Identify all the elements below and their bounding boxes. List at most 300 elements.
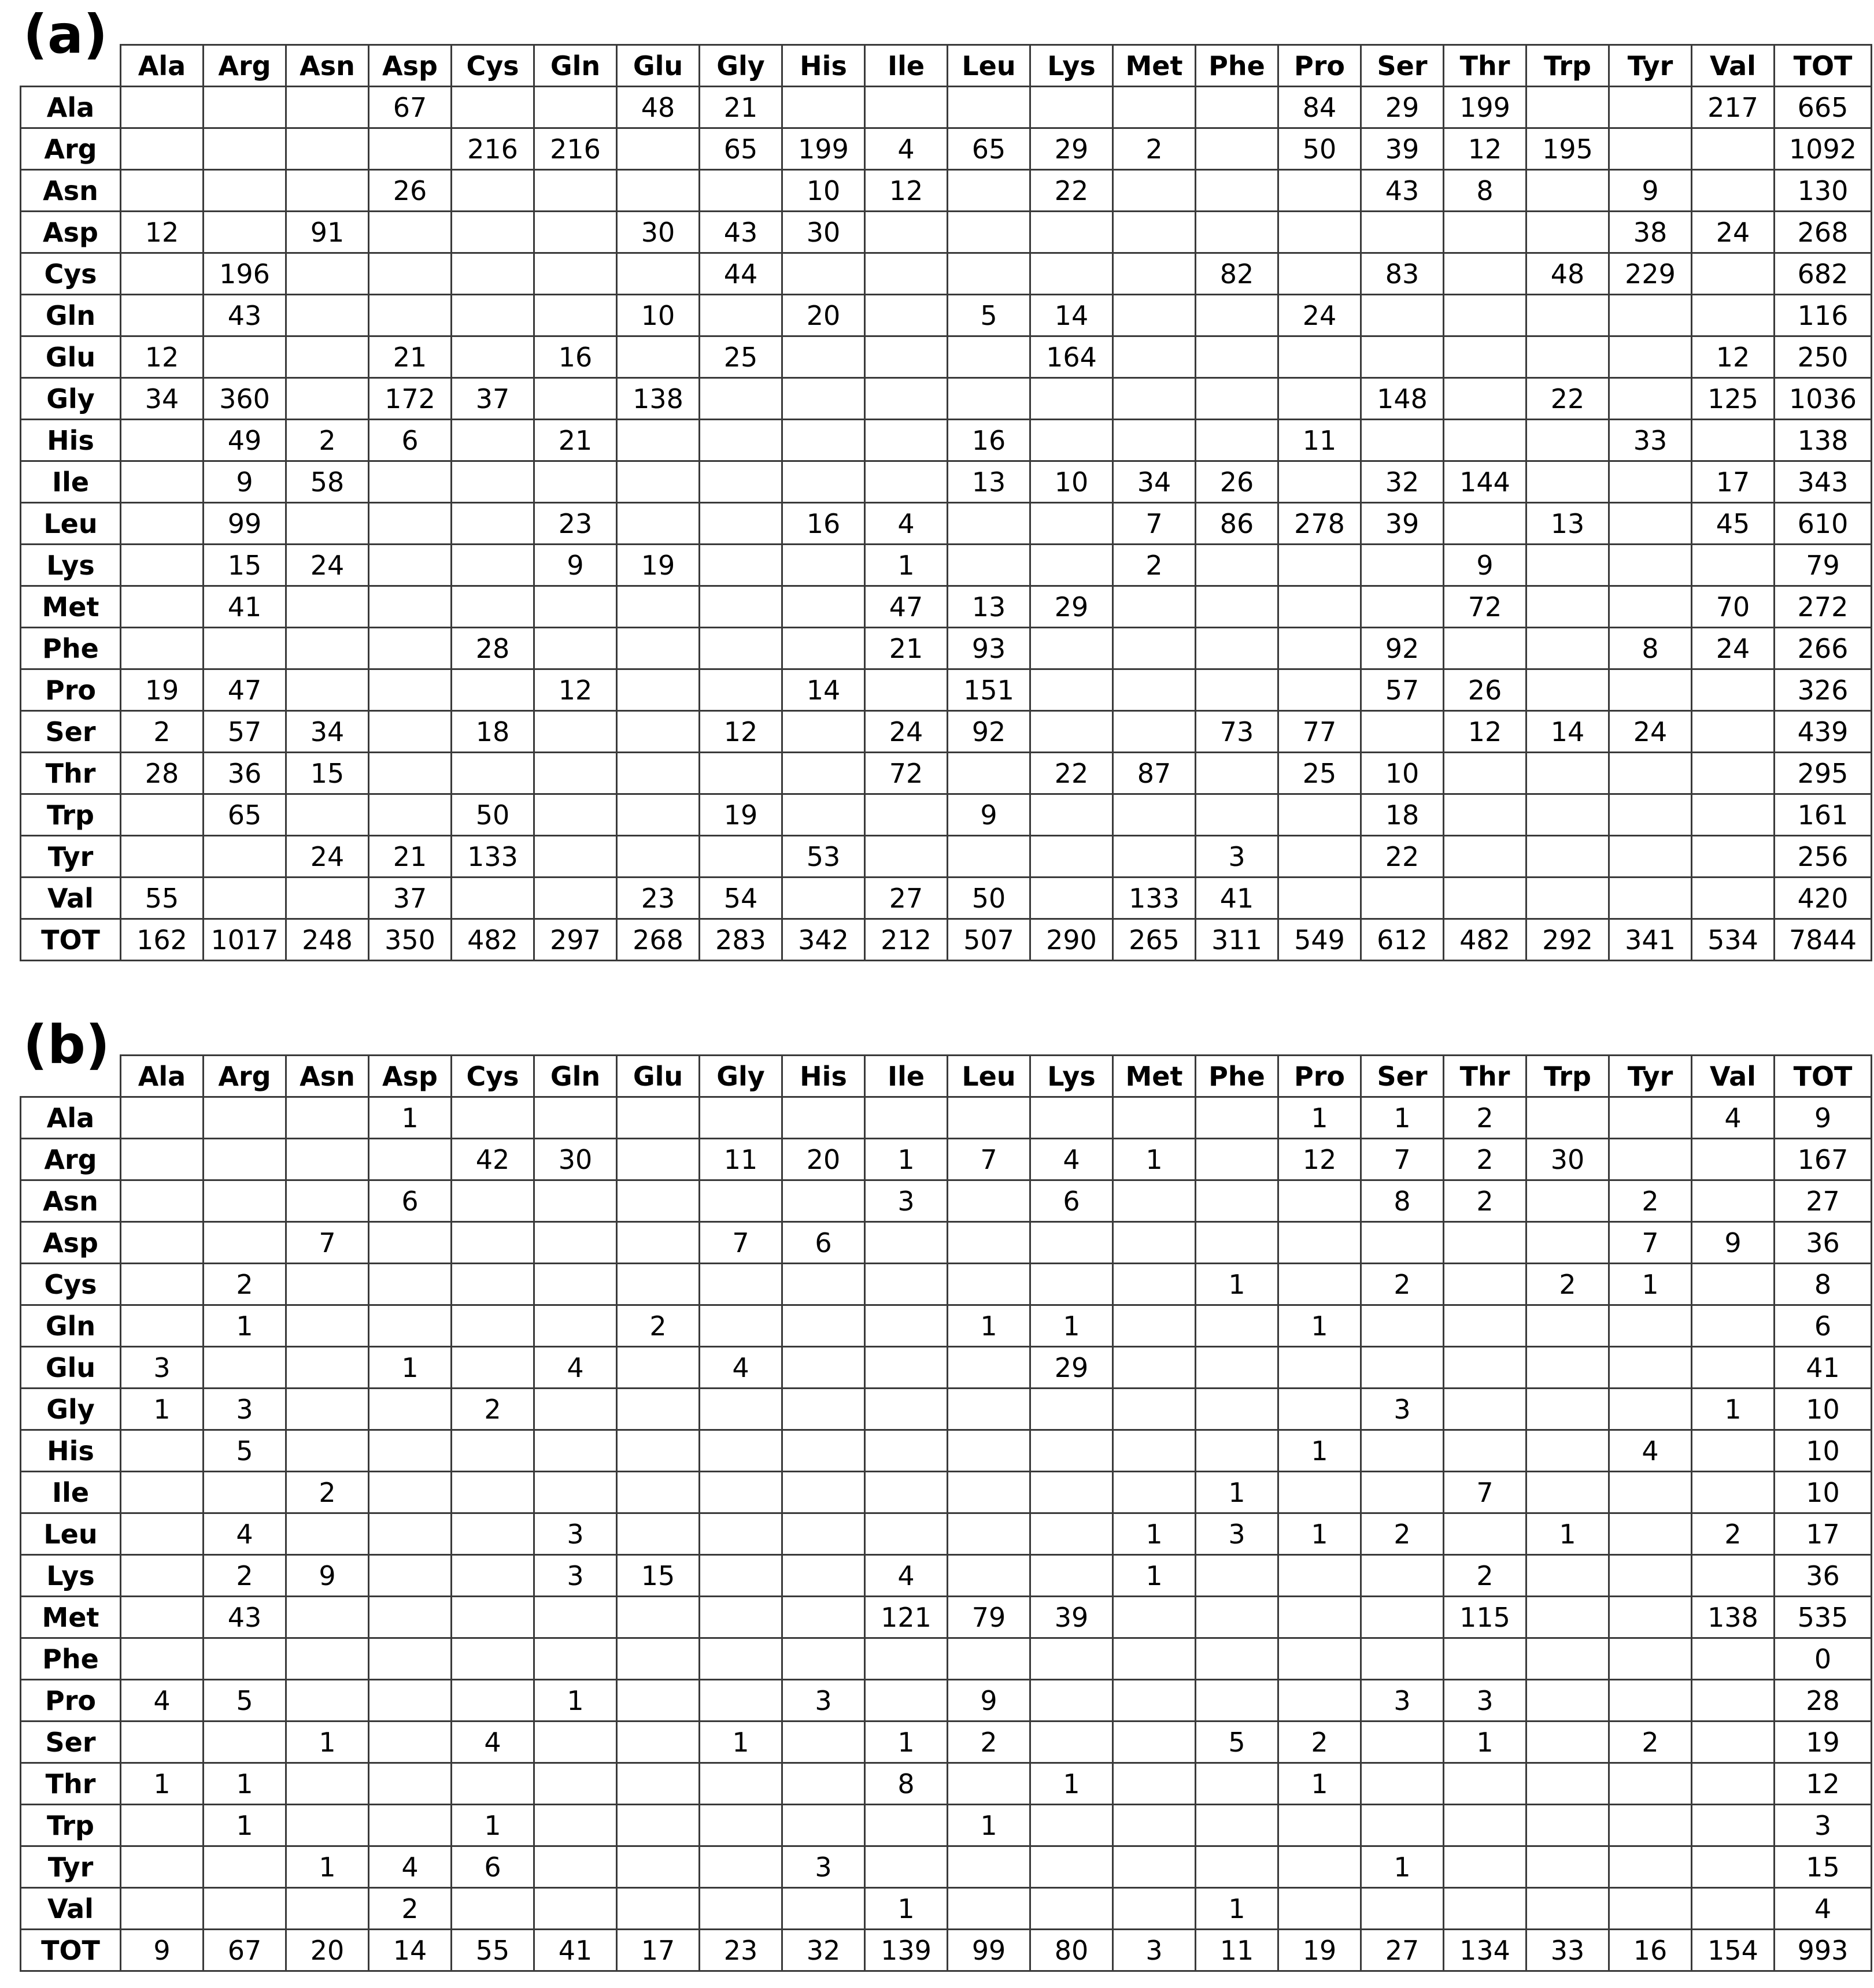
table-cell <box>865 1805 948 1846</box>
table-cell <box>865 1389 948 1430</box>
table-cell: 50 <box>452 794 534 836</box>
table-cell <box>1609 1139 1692 1180</box>
table-cell <box>1030 1264 1113 1305</box>
table-cell <box>121 128 204 170</box>
table-cell <box>1444 1222 1526 1264</box>
table-cell: 1 <box>1196 1472 1278 1513</box>
table-cell <box>1278 669 1361 711</box>
table-cell <box>865 794 948 836</box>
table-cell <box>286 794 369 836</box>
table-cell: 1 <box>1361 1097 1444 1139</box>
table-cell: 2 <box>1444 1097 1526 1139</box>
table-cell <box>1278 1472 1361 1513</box>
table-cell <box>1278 1555 1361 1597</box>
row-header: Lys <box>21 545 121 586</box>
table-cell <box>948 1888 1030 1930</box>
table-cell <box>1526 836 1609 878</box>
table-cell: 4 <box>204 1513 286 1555</box>
table-cell <box>534 87 617 128</box>
table-cell <box>617 669 700 711</box>
row-header: TOT <box>21 1930 121 1971</box>
table-cell <box>1361 295 1444 336</box>
column-header: Asp <box>369 1056 452 1097</box>
table-cell: 39 <box>1361 503 1444 545</box>
table-cell: 610 <box>1775 503 1872 545</box>
table-cell: 37 <box>369 878 452 919</box>
row-header: Lys <box>21 1555 121 1597</box>
table-cell <box>1692 1680 1775 1722</box>
table-cell: 3 <box>534 1513 617 1555</box>
table-cell <box>617 753 700 794</box>
table-cell <box>700 1846 782 1888</box>
table-cell <box>865 1638 948 1680</box>
table-cell: 19 <box>700 794 782 836</box>
table-cell: 167 <box>1775 1139 1872 1180</box>
table-cell: 1 <box>1361 1846 1444 1888</box>
table-cell: 33 <box>1526 1930 1609 1971</box>
table-cell <box>948 1222 1030 1264</box>
table-cell: 9 <box>948 1680 1030 1722</box>
table-cell <box>1278 545 1361 586</box>
table-cell <box>1444 1264 1526 1305</box>
table-cell <box>1361 212 1444 253</box>
table-cell: 8 <box>1361 1180 1444 1222</box>
table-cell: 1 <box>1278 1305 1361 1347</box>
table-cell <box>1609 545 1692 586</box>
table-cell <box>700 1597 782 1638</box>
table-cell: 125 <box>1692 378 1775 420</box>
table-cell: 12 <box>1775 1763 1872 1805</box>
table-cell <box>286 1597 369 1638</box>
table-cell <box>1030 545 1113 586</box>
table-cell <box>1196 1430 1278 1472</box>
table-cell: 162 <box>121 919 204 961</box>
table-cell <box>948 1638 1030 1680</box>
table-cell: 266 <box>1775 628 1872 669</box>
table-cell <box>1113 1472 1196 1513</box>
table-cell: 65 <box>204 794 286 836</box>
table-row <box>21 503 1872 545</box>
table-cell <box>286 1513 369 1555</box>
table-cell <box>1030 878 1113 919</box>
table-cell <box>617 1722 700 1763</box>
table-cell <box>1526 170 1609 212</box>
table-cell <box>1526 1347 1609 1389</box>
table-cell <box>700 1763 782 1805</box>
table-cell: 5 <box>204 1680 286 1722</box>
table-cell <box>1609 1555 1692 1597</box>
table-cell: 1 <box>865 545 948 586</box>
table-cell <box>121 295 204 336</box>
table-cell <box>1444 1846 1526 1888</box>
table-cell: 42 <box>452 1139 534 1180</box>
table-cell: 5 <box>1196 1722 1278 1763</box>
table-cell: 25 <box>1278 753 1361 794</box>
table-cell <box>369 1222 452 1264</box>
table-cell: 212 <box>865 919 948 961</box>
table-cell: 92 <box>1361 628 1444 669</box>
table-cell <box>1113 1638 1196 1680</box>
table-row <box>21 1513 1872 1555</box>
table-cell: 43 <box>204 1597 286 1638</box>
table-cell <box>1030 1222 1113 1264</box>
table-cell: 534 <box>1692 919 1775 961</box>
table-cell: 2 <box>121 711 204 753</box>
table-cell: 24 <box>1609 711 1692 753</box>
table-row <box>21 336 1872 378</box>
table-cell: 1 <box>534 1680 617 1722</box>
column-header: TOT <box>1775 45 1872 87</box>
table-cell: 1 <box>286 1846 369 1888</box>
table-row <box>21 1389 1872 1430</box>
table-cell <box>286 170 369 212</box>
table-cell: 216 <box>452 128 534 170</box>
row-header: Gln <box>21 295 121 336</box>
table-cell: 67 <box>204 1930 286 1971</box>
table-cell: 23 <box>700 1930 782 1971</box>
table-cell <box>286 336 369 378</box>
table-cell <box>1361 1805 1444 1846</box>
table-cell <box>1609 1846 1692 1888</box>
table-cell: 8 <box>1444 170 1526 212</box>
table-cell: 22 <box>1361 836 1444 878</box>
table-cell <box>369 1139 452 1180</box>
table-cell: 37 <box>452 378 534 420</box>
table-cell <box>1196 753 1278 794</box>
table-cell: 3 <box>534 1555 617 1597</box>
table-cell <box>452 1305 534 1347</box>
table-cell <box>782 1805 865 1846</box>
table-cell: 32 <box>782 1930 865 1971</box>
table-cell <box>948 170 1030 212</box>
table-row <box>21 1472 1872 1513</box>
table-cell <box>121 1097 204 1139</box>
table-cell <box>1609 1513 1692 1555</box>
table-cell: 2 <box>1526 1264 1609 1305</box>
table-cell: 1 <box>204 1805 286 1846</box>
table-cell <box>782 461 865 503</box>
table-cell <box>1692 420 1775 461</box>
table-cell <box>865 1264 948 1305</box>
table-cell: 30 <box>1526 1139 1609 1180</box>
table-row <box>21 1430 1872 1472</box>
table-cell <box>865 1347 948 1389</box>
table-cell <box>617 1139 700 1180</box>
table-row <box>21 295 1872 336</box>
table-cell <box>948 253 1030 295</box>
column-header: Ala <box>121 1056 204 1097</box>
table-row <box>21 628 1872 669</box>
table-cell <box>700 1097 782 1139</box>
table-cell <box>1278 794 1361 836</box>
table-cell: 12 <box>1444 711 1526 753</box>
table-cell <box>1361 1763 1444 1805</box>
table-cell <box>1030 503 1113 545</box>
table-cell <box>1196 295 1278 336</box>
table-cell: 2 <box>1113 545 1196 586</box>
table-cell: 148 <box>1361 378 1444 420</box>
table-cell <box>865 1680 948 1722</box>
table-cell <box>369 1597 452 1638</box>
table-row <box>21 1139 1872 1180</box>
table-cell <box>1196 1097 1278 1139</box>
table-cell: 17 <box>1692 461 1775 503</box>
table-cell <box>369 669 452 711</box>
row-header: Tyr <box>21 1846 121 1888</box>
table-cell: 295 <box>1775 753 1872 794</box>
table-cell: 283 <box>700 919 782 961</box>
table-cell: 33 <box>1609 420 1692 461</box>
table-cell <box>1444 836 1526 878</box>
table-cell: 2 <box>1278 1722 1361 1763</box>
table-cell <box>1526 1097 1609 1139</box>
table-cell <box>865 253 948 295</box>
table-cell <box>1278 1638 1361 1680</box>
table-cell: 10 <box>782 170 865 212</box>
table-cell <box>1692 711 1775 753</box>
table-cell <box>369 503 452 545</box>
table-cell <box>617 503 700 545</box>
table-cell <box>121 503 204 545</box>
table-cell: 12 <box>534 669 617 711</box>
table-cell <box>121 1139 204 1180</box>
table-cell: 1 <box>1113 1513 1196 1555</box>
table-cell: 67 <box>369 87 452 128</box>
table-cell: 43 <box>204 295 286 336</box>
table-cell <box>1692 1472 1775 1513</box>
table-cell: 21 <box>369 336 452 378</box>
table-cell: 11 <box>1278 420 1361 461</box>
table-cell <box>534 836 617 878</box>
table-cell: 20 <box>782 295 865 336</box>
header-row <box>21 1056 1872 1097</box>
table-cell: 2 <box>204 1555 286 1597</box>
table-cell <box>534 253 617 295</box>
table-cell: 24 <box>1692 628 1775 669</box>
table-cell <box>121 1513 204 1555</box>
row-header: His <box>21 420 121 461</box>
table-cell <box>1196 336 1278 378</box>
table-cell: 130 <box>1775 170 1872 212</box>
table-cell <box>782 1472 865 1513</box>
table-cell: 2 <box>452 1389 534 1430</box>
table-cell: 4 <box>865 128 948 170</box>
table-cell <box>286 1888 369 1930</box>
table-cell: 9 <box>1444 545 1526 586</box>
table-cell <box>1278 1888 1361 1930</box>
table-cell: 12 <box>865 170 948 212</box>
table-row <box>21 1597 1872 1638</box>
table-cell <box>865 1430 948 1472</box>
table-cell <box>452 1180 534 1222</box>
table-cell <box>534 1846 617 1888</box>
table-cell: 57 <box>1361 669 1444 711</box>
table-cell: 5 <box>204 1430 286 1472</box>
table-cell: 172 <box>369 378 452 420</box>
table-cell <box>1692 128 1775 170</box>
table-cell <box>1692 669 1775 711</box>
table-cell: 29 <box>1030 586 1113 628</box>
table-cell: 682 <box>1775 253 1872 295</box>
table-cell <box>1196 669 1278 711</box>
table-cell <box>865 1846 948 1888</box>
table-cell <box>1692 295 1775 336</box>
table-cell <box>1526 1763 1609 1805</box>
table-cell: 91 <box>286 212 369 253</box>
table-cell <box>1609 378 1692 420</box>
table-cell <box>1113 420 1196 461</box>
table-cell <box>617 628 700 669</box>
table-cell <box>534 1389 617 1430</box>
table-cell <box>1609 878 1692 919</box>
table-cell <box>1692 1264 1775 1305</box>
table-cell: 139 <box>865 1930 948 1971</box>
table-cell <box>369 1805 452 1846</box>
table-cell <box>1196 545 1278 586</box>
table-row <box>21 87 1872 128</box>
table-cell: 7844 <box>1775 919 1872 961</box>
table-cell: 20 <box>782 1139 865 1180</box>
table-cell <box>1444 1638 1526 1680</box>
corner-cell <box>21 1056 121 1097</box>
table-cell <box>1030 378 1113 420</box>
row-header: Asp <box>21 212 121 253</box>
table-cell <box>1278 878 1361 919</box>
table-cell <box>782 336 865 378</box>
table-cell <box>617 1222 700 1264</box>
table-cell <box>700 420 782 461</box>
table-cell: 82 <box>1196 253 1278 295</box>
table-cell <box>369 711 452 753</box>
table-cell: 3 <box>865 1180 948 1222</box>
table-cell <box>534 794 617 836</box>
table-cell <box>121 1305 204 1347</box>
table-cell: 1 <box>948 1805 1030 1846</box>
table-cell <box>1278 1805 1361 1846</box>
row-header: Trp <box>21 1805 121 1846</box>
table-cell: 1 <box>865 1722 948 1763</box>
table-cell <box>1692 794 1775 836</box>
table-cell <box>121 1555 204 1597</box>
table-cell: 72 <box>1444 586 1526 628</box>
table-cell <box>1196 1597 1278 1638</box>
table-cell: 507 <box>948 919 1030 961</box>
table-cell: 256 <box>1775 836 1872 878</box>
table-cell <box>1609 586 1692 628</box>
table-cell <box>617 128 700 170</box>
table-cell <box>1444 503 1526 545</box>
table-cell <box>1361 336 1444 378</box>
table-cell: 23 <box>534 503 617 545</box>
table-cell: 290 <box>1030 919 1113 961</box>
table-cell <box>617 420 700 461</box>
table-cell <box>1196 1139 1278 1180</box>
table-cell <box>617 794 700 836</box>
table-cell <box>286 128 369 170</box>
table-cell <box>534 1305 617 1347</box>
table-cell <box>782 87 865 128</box>
table-cell <box>1526 1846 1609 1888</box>
table-cell <box>286 1347 369 1389</box>
table-cell <box>121 170 204 212</box>
table-cell <box>1113 87 1196 128</box>
table-cell <box>1030 87 1113 128</box>
table-cell: 2 <box>617 1305 700 1347</box>
column-header: Ser <box>1361 45 1444 87</box>
table-cell: 196 <box>204 253 286 295</box>
column-header: Gln <box>534 1056 617 1097</box>
table-cell <box>1113 836 1196 878</box>
table-cell: 1 <box>1196 1888 1278 1930</box>
row-header: Ile <box>21 1472 121 1513</box>
table-cell <box>865 336 948 378</box>
table-cell <box>534 1763 617 1805</box>
table-cell <box>1444 1430 1526 1472</box>
table-cell: 36 <box>204 753 286 794</box>
table-cell: 19 <box>1775 1722 1872 1763</box>
row-header: Asn <box>21 1180 121 1222</box>
table-cell: 87 <box>1113 753 1196 794</box>
table-cell: 47 <box>204 669 286 711</box>
table-cell <box>534 1180 617 1222</box>
table-cell <box>534 1805 617 1846</box>
table-cell: 26 <box>1196 461 1278 503</box>
row-header: Phe <box>21 628 121 669</box>
panel-label: (b) <box>23 1014 110 1076</box>
table-cell: 161 <box>1775 794 1872 836</box>
table-cell: 3 <box>1196 1513 1278 1555</box>
table-cell <box>1526 461 1609 503</box>
table-cell <box>1526 1305 1609 1347</box>
table-cell: 1 <box>700 1722 782 1763</box>
table-cell <box>534 461 617 503</box>
table-cell <box>700 1264 782 1305</box>
row-header: Met <box>21 586 121 628</box>
table-cell: 16 <box>534 336 617 378</box>
table-cell: 16 <box>1609 1930 1692 1971</box>
table-cell: 13 <box>948 461 1030 503</box>
table-cell: 268 <box>617 919 700 961</box>
table-cell: 1092 <box>1775 128 1872 170</box>
table-cell <box>204 1139 286 1180</box>
table-cell: 16 <box>782 503 865 545</box>
table-cell <box>121 545 204 586</box>
row-header: Gly <box>21 1389 121 1430</box>
table-cell: 4 <box>1609 1430 1692 1472</box>
table-cell <box>1444 1389 1526 1430</box>
table-cell <box>1609 461 1692 503</box>
table-cell <box>286 1805 369 1846</box>
table-cell: 21 <box>369 836 452 878</box>
table-cell <box>700 295 782 336</box>
table-cell <box>1526 1222 1609 1264</box>
column-header: Leu <box>948 45 1030 87</box>
table-cell <box>1278 1180 1361 1222</box>
table-row <box>21 1805 1872 1846</box>
column-header: Leu <box>948 1056 1030 1097</box>
table-cell <box>1361 711 1444 753</box>
table-cell: 4 <box>1775 1888 1872 1930</box>
table-cell <box>452 753 534 794</box>
table-cell: 17 <box>617 1930 700 1971</box>
table-cell: 138 <box>1775 420 1872 461</box>
table-cell <box>1113 336 1196 378</box>
table-row <box>21 919 1872 961</box>
table-cell <box>1196 212 1278 253</box>
column-header: Cys <box>452 1056 534 1097</box>
column-header: Thr <box>1444 1056 1526 1097</box>
table-cell <box>1196 1680 1278 1722</box>
